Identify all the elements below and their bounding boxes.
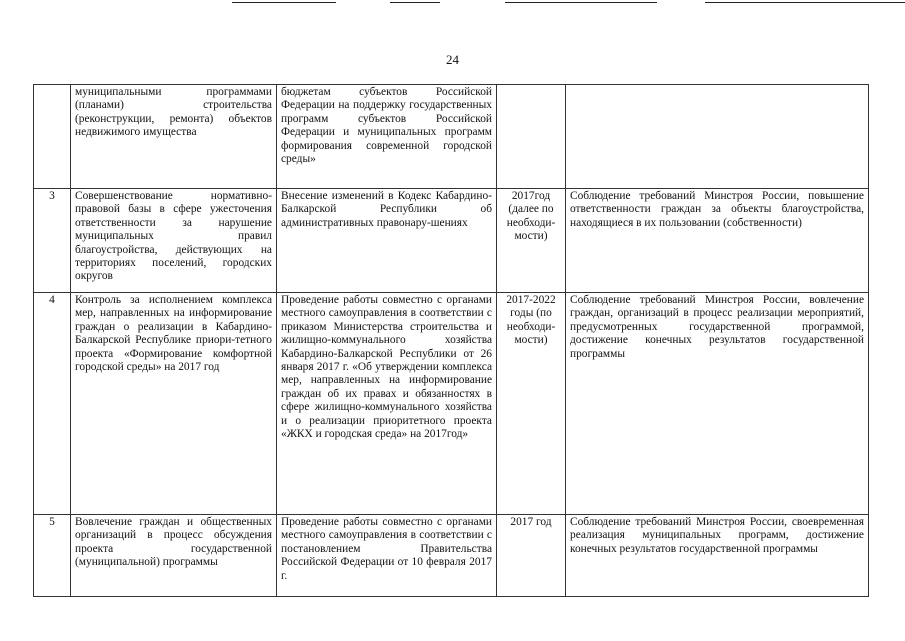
term-cell: 2017 год: [497, 515, 566, 597]
document-cell: бюджетам субъектов Российской Федерации на поддержку государственных программ субъектов Российской Федерации и муниципальных программ формирования современной городской среды»: [277, 85, 497, 189]
measure-cell: Вовлечение граждан и общественных организаций в процесс обсуждения проекта государственной (муниципальной) программы: [71, 515, 277, 597]
table-row: [34, 85, 869, 189]
measure-cell: муниципальными программами (планами) строительства (реконструкции, ремонта) объектов недвижимого имущества: [71, 85, 277, 189]
table-row: [34, 189, 869, 293]
term-cell: 2017-2022 годы (по необходи-мости): [497, 293, 566, 515]
document-cell: Проведение работы совместно с органами местного самоуправления в соответствии с приказом Министерства строительства и жилищно-коммунального хозяйства Кабардино-Балкарской Республики от 26 января 2017 г. «Об утверждении комплекса мер, направленных на информирование граждан об их правах и обязанностях в сфере жилищно-коммунального хозяйства и о реализации приоритетного проекта «ЖКХ и городская среда» на 2017год»: [277, 293, 497, 515]
top-rule-1: [232, 2, 336, 3]
document-cell: Внесение изменений в Кодекс Кабардино-Балкарской Республики об административных правонару-шениях: [277, 189, 497, 293]
scan-edge-mark: [0, 630, 2, 641]
result-cell: Соблюдение требований Минстроя России, вовлечение граждан, организаций в процесс реализации мероприятий, предусмотренных государственной программой, достижение конечных результатов государственной программы: [566, 293, 869, 515]
table-row: [34, 293, 869, 515]
top-rule-4: [705, 2, 905, 3]
top-rule-3: [505, 2, 657, 3]
measures-table: [33, 84, 869, 597]
result-cell: Соблюдение требований Минстроя России, своевременная реализация муниципальных программ, достижение конечных результатов государственной программы: [566, 515, 869, 597]
result-cell: [566, 85, 869, 189]
row-number: 5: [34, 515, 71, 597]
term-cell: 2017год (далее по необходи-мости): [497, 189, 566, 293]
row-number: 3: [34, 189, 71, 293]
document-cell: Проведение работы совместно с органами местного самоуправления в соответствии с постановлением Правительства Российской Федерации от 10 февраля 2017 г.: [277, 515, 497, 597]
result-cell: Соблюдение требований Минстроя России, повышение ответственности граждан за объекты благоустройства, находящиеся в их пользовании (собственности): [566, 189, 869, 293]
table-row: [34, 515, 869, 597]
term-cell: [497, 85, 566, 189]
measure-cell: Совершенствование нормативно-правовой базы в сфере ужесточения ответственности за нарушение муниципальных правил благоустройства, действующих на территориях поселений, городских округов: [71, 189, 277, 293]
row-number: [34, 85, 71, 189]
page-number: 24: [446, 52, 459, 67]
scan-marks: [836, 604, 852, 616]
row-number: 4: [34, 293, 71, 515]
top-rule-2: [390, 2, 440, 3]
measure-cell: Контроль за исполнением комплекса мер, направленных на информирование граждан о реализации в Кабардино-Балкарской Республике приори-тетного проекта «Формирование комфортной городской среды» на 2017 год: [71, 293, 277, 515]
